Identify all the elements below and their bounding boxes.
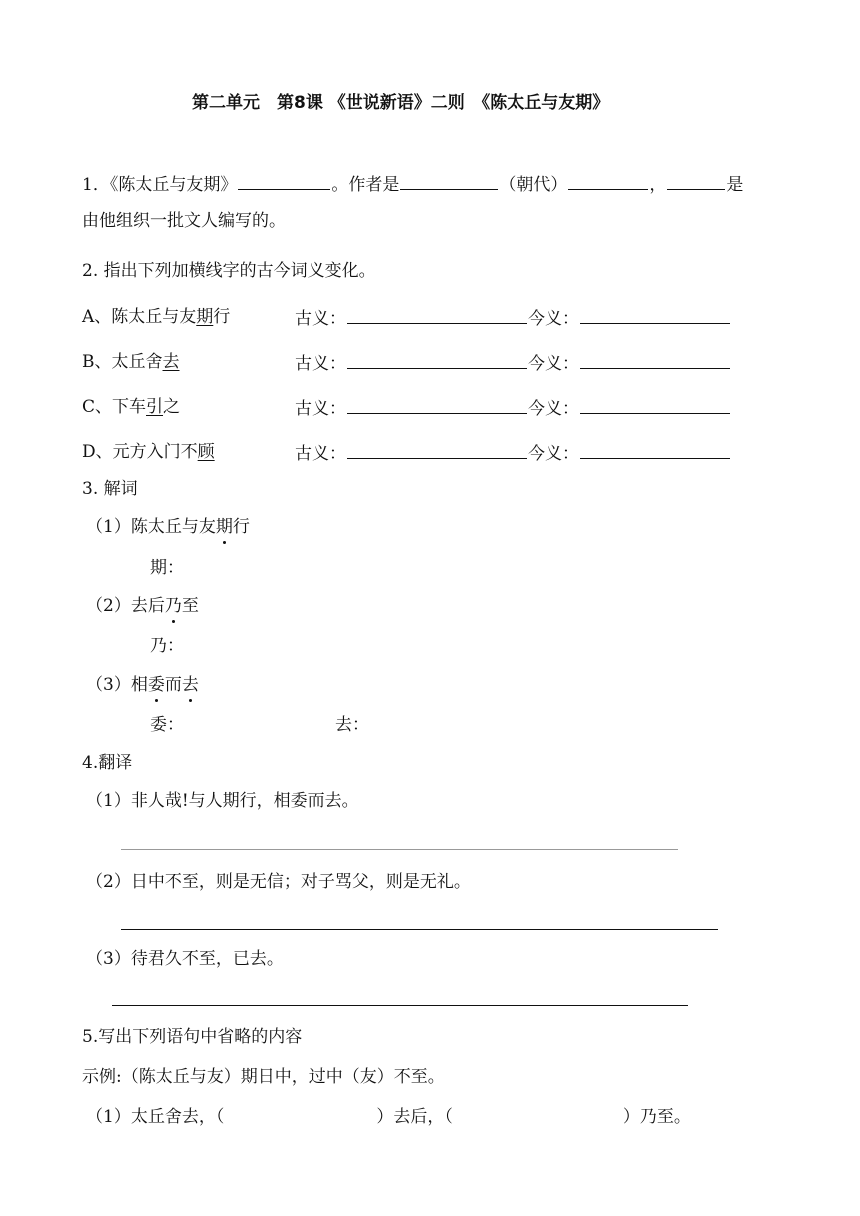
q1-blank-3[interactable]	[568, 172, 648, 190]
q3-item-1	[86, 516, 250, 538]
q3-item-2-suffix: 至	[181, 596, 199, 616]
q4-item-2: （2）日中不至，则是无信；对子骂父，则是无礼。	[86, 872, 471, 892]
q1-blank-2[interactable]	[400, 172, 498, 190]
q5-item-1-text-a: （1）太丘舍去，（	[86, 1107, 225, 1127]
q1-text-e: 是	[726, 175, 744, 195]
q2-item-a	[82, 306, 230, 328]
q2-item-a-prefix: A、陈太丘与友	[82, 307, 197, 327]
q4-item-1-answer-line[interactable]	[121, 849, 678, 850]
q1-text-b: 。作者是	[331, 175, 400, 195]
jin-label: 今义：	[528, 444, 579, 464]
q4-heading: 4.翻译	[82, 753, 133, 773]
q2-item-c-prefix: C、下车	[82, 397, 147, 417]
gu-label: 古义：	[295, 444, 346, 464]
q4-item-1: （1）非人哉!与人期行，相委而去。	[86, 791, 359, 811]
q2-item-a-suffix: 行	[213, 307, 231, 327]
q5-item-1-text-c: ）乃至。	[622, 1107, 691, 1127]
q4-item-3: （3）待君久不至，已去。	[86, 949, 284, 969]
q5-heading: 5.写出下列语句中省略的内容	[82, 1027, 303, 1047]
q2-item-c-answers	[295, 396, 731, 420]
jin-label: 今义：	[528, 354, 579, 374]
q3-item-1-marked: 期	[215, 517, 233, 537]
page-title: 第二单元 第8课 《世说新语》二则 《陈太丘与友期》	[192, 93, 610, 113]
q4-item-3-answer-line[interactable]	[112, 1005, 688, 1006]
q3-heading: 3. 解词	[82, 479, 138, 499]
gu-label: 古义：	[295, 309, 346, 329]
q1-text-a: 1．《陈太丘与友期》	[82, 175, 238, 195]
q3-item-1-prefix: （1）陈太丘与友	[86, 517, 216, 537]
q2-item-b-answers	[295, 351, 731, 375]
q2-a-gu-blank[interactable]	[347, 306, 527, 324]
q3-item-2-marked: 乃	[164, 596, 182, 616]
q1-line2: 由他组织一批文人编写的。	[82, 211, 286, 231]
q2-b-jin-blank[interactable]	[580, 351, 730, 369]
q3-item-2-answer-label: 乃：	[150, 636, 184, 656]
q2-item-a-marked: 期	[196, 307, 214, 327]
q1-blank-4[interactable]	[667, 172, 725, 190]
q5-item-1	[86, 1106, 691, 1128]
q3-item-3	[86, 674, 199, 696]
q1-line1	[82, 172, 743, 196]
q2-item-d-marked: 顾	[197, 442, 215, 462]
q2-a-jin-blank[interactable]	[580, 306, 730, 324]
gu-label: 古义：	[295, 399, 346, 419]
q3-item-2	[86, 595, 199, 617]
q2-item-c	[82, 396, 180, 418]
q3-item-2-prefix: （2）去后	[86, 596, 165, 616]
q3-item-3-prefix: （3）相	[86, 675, 148, 695]
q5-item-1-text-b: ）去后，（	[376, 1107, 453, 1127]
q2-item-a-answers	[295, 306, 731, 330]
q3-item-3-middle: 而	[164, 675, 182, 695]
q2-item-d-prefix: D、元方入门不	[82, 442, 198, 462]
q2-b-gu-blank[interactable]	[347, 351, 527, 369]
q3-item-3-marked2: 去	[181, 675, 199, 695]
q2-c-gu-blank[interactable]	[347, 396, 527, 414]
q3-item-1-answer-label: 期：	[150, 558, 184, 578]
q3-item-3-answer-label-2: 去：	[335, 715, 369, 735]
q1-blank-1[interactable]	[238, 172, 330, 190]
q2-d-gu-blank[interactable]	[347, 441, 527, 459]
q2-item-d	[82, 441, 215, 463]
q2-item-d-answers	[295, 441, 731, 465]
q2-item-b-prefix: B、太丘舍	[82, 352, 163, 372]
q2-c-jin-blank[interactable]	[580, 396, 730, 414]
q3-item-3-marked: 委	[147, 675, 165, 695]
q3-item-3-answer-label: 委：	[150, 715, 184, 735]
gu-label: 古义：	[295, 354, 346, 374]
q1-text-c: （朝代）	[499, 175, 568, 195]
q2-heading: 2. 指出下列加横线字的古今词义变化。	[82, 261, 376, 281]
q1-text-d: ，	[649, 175, 667, 195]
q2-item-b	[82, 351, 180, 373]
q2-item-b-marked: 去	[162, 352, 180, 372]
q2-d-jin-blank[interactable]	[580, 441, 730, 459]
q3-item-1-suffix: 行	[232, 517, 250, 537]
jin-label: 今义：	[528, 309, 579, 329]
q2-item-c-marked: 引	[146, 397, 164, 417]
q5-example: 示例:（陈太丘与友）期日中，过中（友）不至。	[82, 1067, 445, 1087]
q4-item-2-answer-line[interactable]	[121, 929, 718, 930]
q2-item-c-suffix: 之	[163, 397, 181, 417]
jin-label: 今义：	[528, 399, 579, 419]
